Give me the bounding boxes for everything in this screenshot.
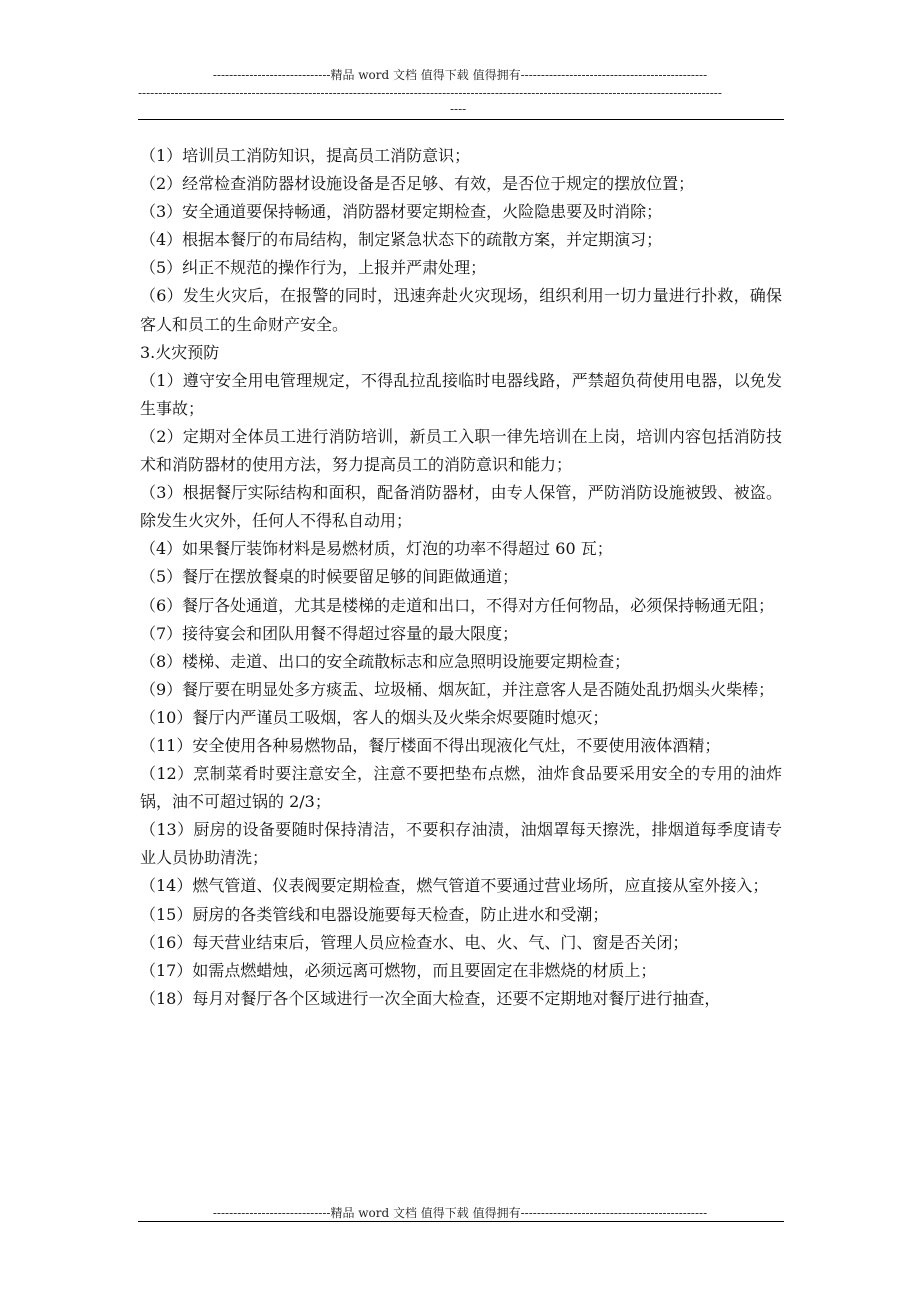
paragraph: （10）餐厅内严谨员工吸烟，客人的烟头及火柴余烬要随时熄灭；: [140, 707, 609, 727]
paragraph: （2）定期对全体员工进行消防培训，新员工入职一律先培训在上岗，培训内容包括消防技术和消防器材的使用方法，努力提高员工的消防意识和能力；: [140, 426, 782, 475]
paragraph: （1）遵守安全用电管理规定，不得乱拉乱接临时电器线路，严禁超负荷使用电器，以免发生事故；: [140, 370, 782, 418]
paragraph: （3）安全通道要保持畅通，消防器材要定期检查，火险隐患要及时消除；: [140, 202, 663, 222]
header-dash-tail: ----: [450, 102, 467, 116]
paragraph: （1）培训员工消防知识，提高员工消防意识；: [140, 146, 471, 165]
footer-banner: -----------------------------精品 word 文档 值得下载 值得拥有----------------------------------------------: [212, 1206, 708, 1220]
paragraph: （2）经常检查消防器材设施设备是否足够、有效，是否位于规定的摆放位置；: [140, 174, 695, 194]
paragraph: （6）发生火灾后，在报警的同时，迅速奔赴火灾现场，组织利用一切力量进行扑救，确保客人和员工的生命财产安全。: [140, 286, 782, 334]
paragraph: （9）餐厅要在明显处多方痰盂、垃圾桶、烟灰缸，并注意客人是否随处乱扔烟头火柴棒；: [140, 679, 775, 699]
paragraph: （4）如果餐厅装饰材料是易燃材质，灯泡的功率不得超过 60 瓦；: [140, 539, 613, 559]
paragraph: （5）纠正不规范的操作行为，上报并严肃处理；: [140, 258, 487, 278]
paragraph: （3）根据餐厅实际结构和面积，配备消防器材，由专人保管，严防消防设施被毁、被盗。除发生火灾外，任何人不得私自动用；: [140, 483, 782, 531]
section-heading: 3.火灾预防: [140, 342, 220, 362]
paragraph: （7）接待宴会和团队用餐不得超过容量的最大限度；: [140, 623, 519, 643]
paragraph: （15）厨房的各类管线和电器设施要每天检查，防止进水和受潮；: [140, 904, 609, 924]
paragraph: （12）烹制菜肴时要注意安全，注意不要把垫布点燃，油炸食品要采用安全的专用的油炸锅，油不可超过锅的 2/3；: [140, 764, 782, 812]
paragraph: （14）燃气管道、仪表阀要定期检查，燃气管道不要通过营业场所，应直接从室外接入；: [140, 876, 769, 896]
paragraph: （18）每月对餐厅各个区域进行一次全面大检查，还要不定期地对餐厅进行抽查，: [140, 988, 721, 1008]
paragraph: （17）如需点燃蜡烛，必须远离可燃物，而且要固定在非燃烧的材质上；: [140, 960, 657, 980]
paragraph: （11）安全使用各种易燃物品，餐厅楼面不得出现液化气灶，不要使用液体酒精；: [140, 735, 721, 755]
paragraph: （8）楼梯、走道、出口的安全疏散标志和应急照明设施要定期检查；: [140, 651, 631, 671]
footer-rule: [138, 1221, 784, 1222]
document-body: [140, 142, 782, 1013]
header-banner: -----------------------------精品 word 文档 值得下载 值得拥有----------------------------------------------: [212, 68, 708, 82]
paragraph: （4）根据本餐厅的布局结构，制定紧急状态下的疏散方案，并定期演习；: [140, 230, 663, 250]
header-dash-line: ------------------------------------------------------------------------------------------------------------------------------------------------: [138, 86, 722, 100]
paragraph: （16）每天营业结束后，管理人员应检查水、电、火、气、门、窗是否关闭；: [140, 932, 689, 952]
paragraph: （6）餐厅各处通道，尤其是楼梯的走道和出口，不得对方任何物品，必须保持畅通无阻；: [140, 595, 775, 615]
paragraph: （13）厨房的设备要随时保持清洁，不要积存油渍，油烟罩每天擦洗，排烟道每季度请专业人员协助清洗；: [140, 820, 782, 868]
header-rule: [138, 119, 784, 120]
paragraph: （5）餐厅在摆放餐桌的时候要留足够的间距做通道；: [140, 567, 519, 587]
